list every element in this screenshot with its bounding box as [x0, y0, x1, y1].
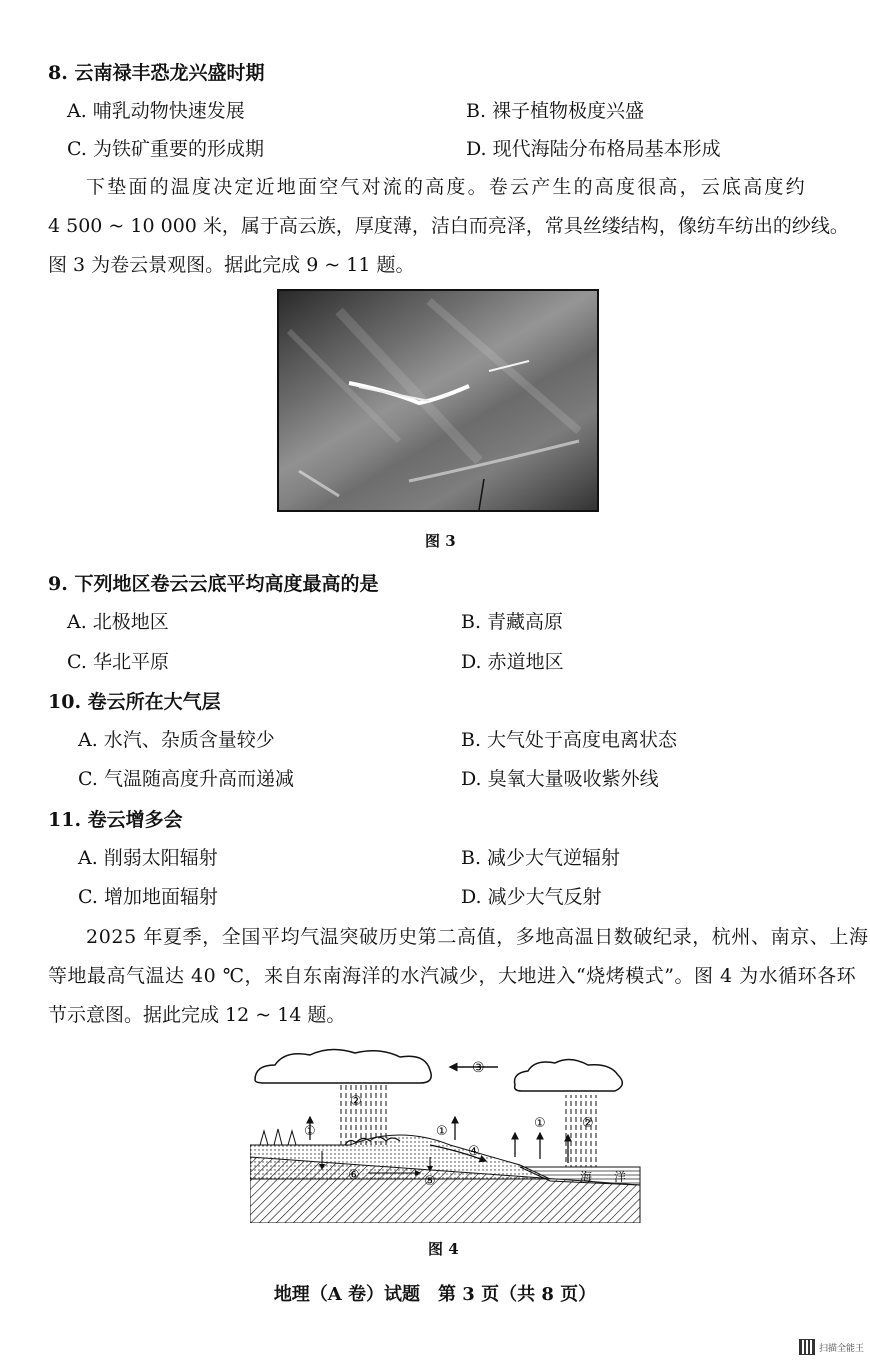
q9-option-d: D. 赤道地区	[461, 651, 564, 673]
q9-option-b: B. 青藏高原	[461, 611, 564, 633]
q8-option-d: D. 现代海陆分布格局基本形成	[466, 138, 721, 160]
label-1-left: ①	[304, 1124, 316, 1139]
q11-option-c: C. 增加地面辐射	[78, 886, 218, 908]
q11-option-a: A. 削弱太阳辐射	[78, 847, 218, 869]
label-5: ⑤	[424, 1174, 436, 1189]
label-ocean: 洋	[614, 1170, 627, 1184]
passage2-line3: 节示意图。据此完成 12 ~ 14 题。	[48, 1004, 346, 1026]
cirrus-cloud-photo	[277, 289, 599, 512]
label-6: ⑥	[348, 1168, 360, 1183]
passage1-line3: 图 3 为卷云景观图。据此完成 9 ~ 11 题。	[48, 254, 415, 276]
q10-option-c: C. 气温随高度升高而递减	[78, 768, 294, 790]
qr-code-icon	[799, 1339, 815, 1355]
cloud-left	[255, 1049, 431, 1083]
scanner-watermark	[799, 1339, 864, 1355]
tree-icons	[260, 1129, 296, 1145]
label-4: ④	[468, 1144, 480, 1159]
water-cycle-diagram	[250, 1045, 642, 1223]
q10-stem: 10. 卷云所在大气层	[48, 691, 221, 713]
q9-stem: 9. 下列地区卷云云底平均高度最高的是	[48, 573, 379, 595]
label-1-middle: ①	[436, 1124, 448, 1139]
page-footer: 地理（A 卷）试题 第 3 页（共 8 页）	[273, 1284, 597, 1305]
label-3: ③	[472, 1060, 485, 1076]
q8-option-a: A. 哺乳动物快速发展	[67, 100, 245, 122]
passage1-line1: 下垫面的温度决定近地面空气对流的高度。卷云产生的高度很高，云底高度约	[86, 176, 807, 198]
figure4-caption: 图 4	[428, 1240, 459, 1258]
q8-stem: 8. 云南禄丰恐龙兴盛时期	[48, 62, 265, 84]
q9-option-a: A. 北极地区	[67, 611, 169, 633]
passage1-line2: 4 500 ~ 10 000 米，属于高云族，厚度薄，洁白而亮泽，常具丝缕结构，像纺车纺出的纱线。	[48, 215, 849, 237]
scanner-name: 扫描全能王	[818, 1343, 864, 1354]
q10-option-a: A. 水汽、杂质含量较少	[78, 729, 275, 751]
label-1-right: ①	[534, 1116, 546, 1131]
figure3-caption: 图 3	[425, 532, 456, 550]
passage2-line2: 等地最高气温达 40 ℃，来自东南海洋的水汽减少，大地进入“烧烤模式”。图 4 为水循环各环	[48, 965, 857, 987]
q11-stem: 11. 卷云增多会	[48, 809, 183, 831]
label-2-right: ②	[582, 1116, 594, 1131]
q10-option-b: B. 大气处于高度电离状态	[461, 729, 678, 751]
label-2-left: ②	[350, 1094, 362, 1109]
q11-option-b: B. 减少大气逆辐射	[461, 847, 621, 869]
q9-option-c: C. 华北平原	[67, 651, 169, 673]
q10-option-d: D. 臭氧大量吸收紫外线	[461, 768, 659, 790]
q8-option-b: B. 裸子植物极度兴盛	[466, 100, 645, 122]
q8-option-c: C. 为铁矿重要的形成期	[67, 138, 264, 160]
label-sea: 海	[580, 1170, 593, 1184]
cloud-right	[515, 1059, 623, 1091]
q11-option-d: D. 减少大气反射	[461, 886, 602, 908]
passage2-line1: 2025 年夏季，全国平均气温突破历史第二高值，多地高温日数破纪录，杭州、南京、上海	[86, 926, 869, 948]
